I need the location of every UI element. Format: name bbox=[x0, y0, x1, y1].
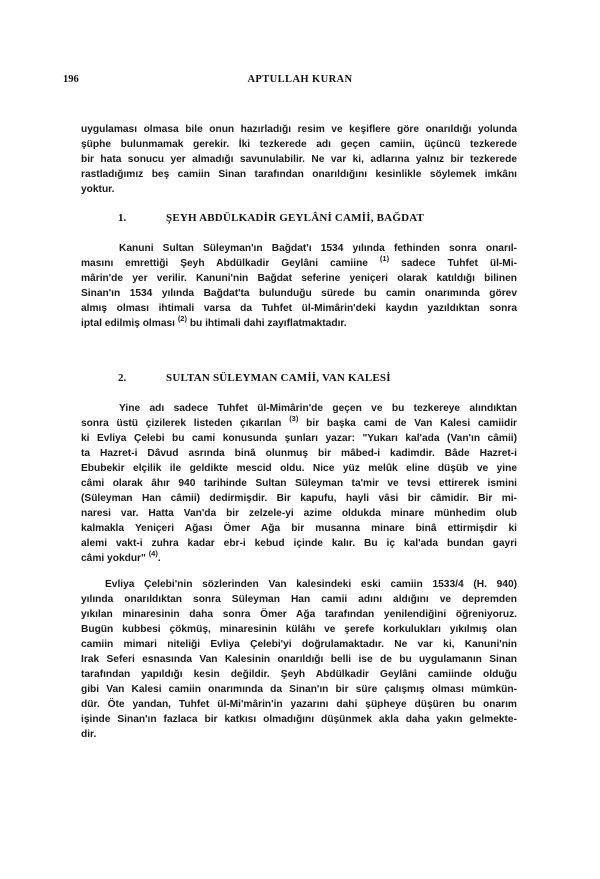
text-line: dir. bbox=[81, 729, 97, 740]
footnote-marker: (4) bbox=[148, 549, 158, 558]
text-line: uygulaması olmasa bile onun hazırladığı resim ve keşiflere göre onarıldığı yolunda bbox=[81, 124, 517, 135]
text-line: dür. Öte yandan, Tuhfet ül-Mi'mârin'in yazarını dahi şüpheye düşüren bu onarım bbox=[81, 699, 517, 710]
text-line: tarafından yapıldığı kesin değildir. Şeyh Abdülkadir Geylâni camiinde olduğu bbox=[81, 669, 517, 680]
footnote-marker: (3) bbox=[289, 414, 299, 423]
footnote-marker: (2) bbox=[177, 314, 187, 323]
quote-line: (Süleyman Han câmii) dedirmişdir. Bir kapufu, hayli vâsi bir câmidir. Bir mi- bbox=[81, 493, 517, 504]
text-line: Kanuni Sultan Süleyman'ın Bağdat'ı 1534 yılında fethinden sonra onarıl- bbox=[119, 243, 517, 254]
text-line: gibi Van Kalesi camiin onarımında da Sinan'ın bir süre çalışmış olması mümkün- bbox=[81, 684, 517, 695]
text-line: yıkılan minaresinin daha sonra Ömer Ağa tarafından yenilendiğini öğreniyoruz. bbox=[81, 609, 517, 620]
text-line: almış olması ihtimali varsa da Tuhfet ül-Mimârin'deki kaydın yazıldıktan sonra bbox=[81, 303, 517, 314]
text-line: yılında onarıldıktan sonra Süleyman Han camii adını aldığını ve depremden bbox=[81, 594, 517, 605]
quote-line: alemi vakt-i zuhra kadar ebr-i kebud içinde kalır. Bu iç kal'ada bundan gayri bbox=[81, 538, 517, 549]
text-line: mârin'de yer verilir. Kanuni'nin Bağdat seferine yeniçeri olarak katıldığı bilinen bbox=[81, 273, 517, 284]
text-line: Sinan'ın 1534 yılında Bağdat'ta bulunduğu sürede bu camin onarımında görev bbox=[81, 288, 517, 299]
text-line: camiin mimari niteliği Evliya Çelebi'yi doğrulamaktadır. Ne var ki, Kanuni'nin bbox=[81, 639, 517, 650]
running-title: APTULLAH KURAN bbox=[247, 74, 353, 85]
quote-line: ki Evliya Çelebi bu cami konusunda şunları yazar: "Yukarı kal'ada (Van'ın câmii) bbox=[81, 433, 517, 444]
quote-line: câmi olarak âhır 940 tarihinde Sultan Süleyman ta'mir ve tevsi ettirerek ismini bbox=[81, 478, 517, 489]
text-line: Irak Seferi esnasında Van Kalesinin onarıldığı belli ise de bu uygulamanın Sinan bbox=[81, 654, 517, 665]
intro-paragraph bbox=[81, 122, 517, 197]
section-number: 1. bbox=[118, 212, 127, 224]
quote-line: Ebubekir elçilik ile geldikte mescid oldu. Nice yüz melûk eline düşüb ve yine bbox=[81, 463, 517, 474]
text-line: sonra üstü çizilerek listeden çıkarılan $^{(3)}$ bir başka cami de Van Kalesi camiidir bbox=[81, 414, 518, 429]
quote-line: kalmakla Yeniçeri Ağası Ömer Ağa bir musanna minare binâ ettirmişdir ki bbox=[81, 523, 517, 534]
text-line: Yine adı sadece Tuhfet ül-Mimârin'de geçen ve bu tezkereye alındıktan bbox=[119, 403, 517, 414]
text-line: rastladığımız beş camiin Sinan tarafından onarıldığını kesinlikle söylemek imkânı bbox=[81, 169, 517, 180]
page-number: 196 bbox=[63, 74, 79, 85]
quote-line: câmi yokdur" $^{(4)}$. bbox=[81, 549, 161, 564]
section2-paragraph-2 bbox=[81, 577, 517, 742]
text-line: yoktur. bbox=[81, 184, 115, 195]
text-line: işinde Sinan'ın fazlaca bir katkısı olmadığını düşünmek akla daha yakın gelmekte- bbox=[81, 714, 517, 725]
quote-line: naresi var. Hatta Van'da bir zelzele-yi azime oldukda minare münhedim olub bbox=[81, 508, 517, 519]
text-line: şüphe bulunmamak gerekir. İki tezkerede adı geçen camiin, üçüncü tezkerede bbox=[81, 139, 517, 150]
text-line: bir hata sonucu yer almadığı savunulabilir. Ne var ki, adlarına yalnız bir tezkerede bbox=[81, 154, 517, 165]
section2-paragraph-1 bbox=[81, 401, 517, 566]
footnote-marker: (1) bbox=[379, 254, 390, 263]
text-line: Bugün kubbesi çökmüş, minaresinin külâhı ve şerefe korkulukları yıkılmış olan bbox=[81, 624, 517, 635]
text-line: iptal edilmiş olması $^{(2)}$ bu ihtimali dahi zayıflatmaktadır. bbox=[81, 314, 347, 329]
text-line: masını emrettiği Şeyh Abdülkadir Geylâni camiine $^{(1)}$ sadece Tuhfet ül-Mi- bbox=[81, 254, 518, 269]
running-header bbox=[63, 74, 537, 88]
section1-paragraph bbox=[81, 241, 517, 331]
section-title: SULTAN SÜLEYMAN CAMİİ, VAN KALESİ bbox=[166, 372, 391, 384]
text-line: Evliya Çelebi'nin sözlerinden Van kalesindeki eski camiin 1533/4 (H. 940) bbox=[105, 579, 517, 590]
section-title: ŞEYH ABDÜLKADİR GEYLÂNİ CAMİİ, BAĞDAT bbox=[166, 212, 425, 224]
quote-line: ta Hazret-i Dâvud asrında binâ olunmuş bir mâbed-i kadimdir. Bâde Hazret-i bbox=[81, 448, 517, 459]
section-number: 2. bbox=[118, 372, 127, 384]
